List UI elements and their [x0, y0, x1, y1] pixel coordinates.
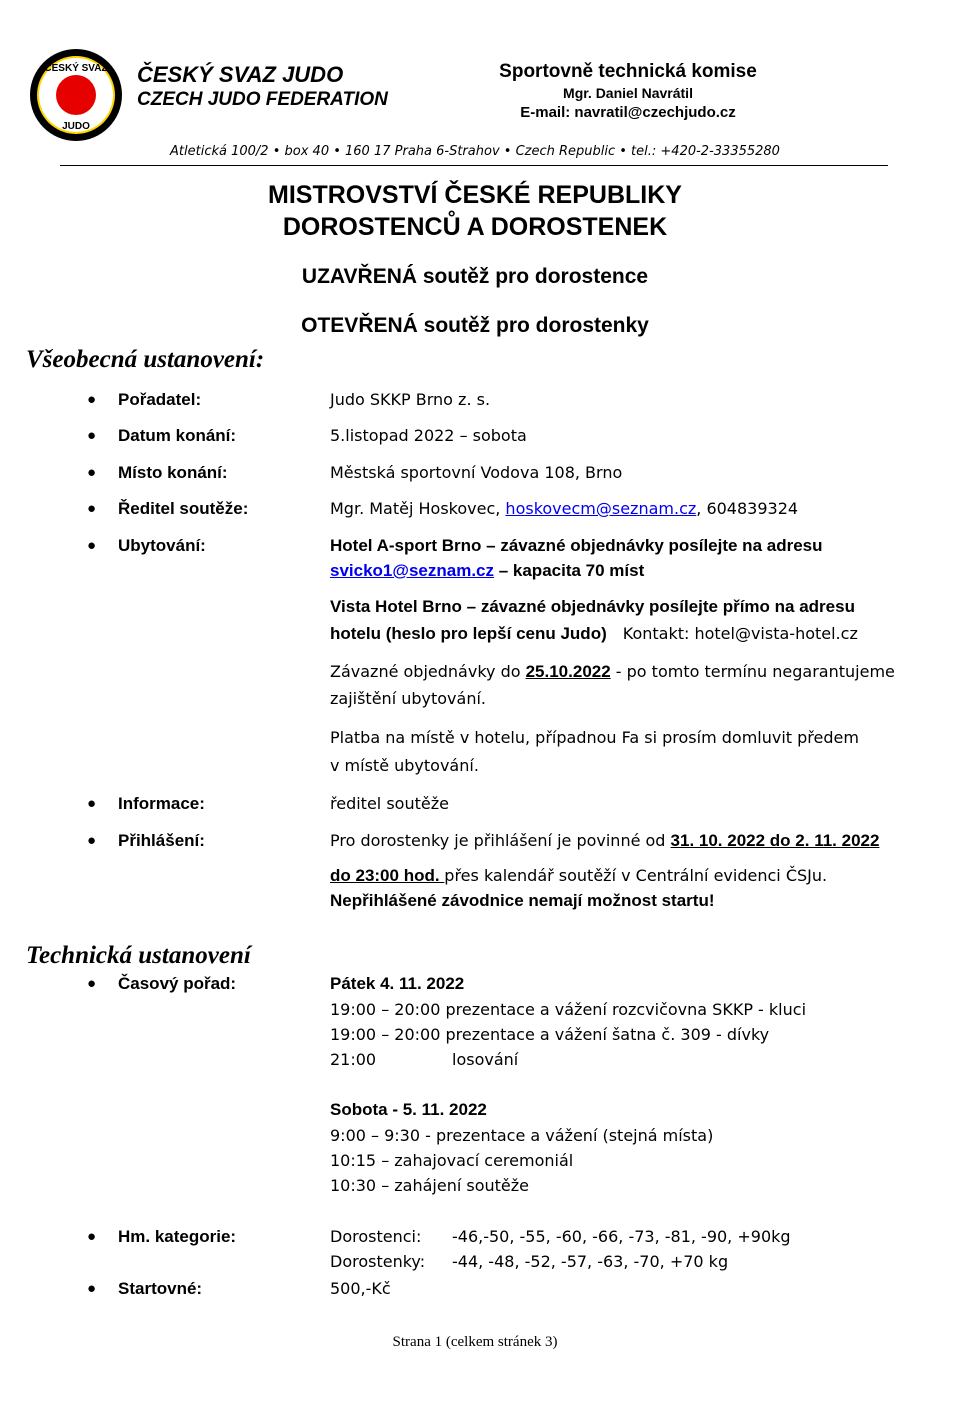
bullet: ● [87, 975, 97, 992]
registration-line1 [330, 831, 879, 851]
organizer-value: Judo SKKP Brno z. s. [330, 390, 491, 409]
date-label: Datum konání: [118, 426, 237, 445]
bullet: ● [87, 1280, 97, 1297]
weights-boys [330, 1227, 791, 1247]
hotel2-line2 [330, 624, 858, 644]
deadline-suffix: - po tomto termínu negarantujeme [610, 662, 895, 681]
bullet: ● [87, 1228, 97, 1245]
weights-girls [330, 1252, 728, 1272]
girls-values: -44, -48, -52, -57, -63, -70, +70 kg [452, 1252, 729, 1271]
director-email-link[interactable]: hoskovecm@seznam.cz [505, 499, 697, 518]
director-name: Mgr. Matěj Hoskovec, [330, 499, 506, 518]
deadline-date: 25.10.2022 [525, 662, 611, 681]
day2-item: 10:15 – zahajovací ceremoniál [330, 1151, 574, 1170]
subtitle-closed: UZAVŘENÁ soutěž pro dorostence [301, 265, 649, 288]
page-footer: Strana 1 (celkem stránek 3) [392, 1334, 558, 1350]
draw-time: 21:00 [330, 1050, 377, 1069]
bullet: ● [87, 464, 97, 481]
day1-title: Pátek 4. 11. 2022 [330, 974, 465, 993]
hotel1-capacity: – kapacita 70 míst [494, 561, 645, 580]
weights-label: Hm. kategorie: [118, 1227, 237, 1246]
section-technical-heading: Technická ustanovení [26, 942, 251, 969]
director-label: Ředitel soutěže: [118, 499, 249, 518]
organizer-label: Pořadatel: [118, 390, 202, 409]
registration-via: přes kalendář soutěží v Centrální evidenci ČSJu. [444, 866, 828, 885]
deadline-line2: zajištění ubytování. [330, 689, 486, 708]
registration-dates: 31. 10. 2022 do 2. 11. 2022 [670, 831, 880, 850]
info-value: ředitel soutěže [330, 794, 449, 813]
header-divider [60, 165, 888, 166]
director-value [330, 499, 798, 519]
day2-item: 10:30 – zahájení soutěže [330, 1176, 530, 1195]
day2-item: 9:00 – 9:30 - prezentace a vážení (stejná místa) [330, 1126, 714, 1145]
bullet: ● [87, 427, 97, 444]
fee-value: 500,-Kč [330, 1279, 391, 1298]
federation-name-cz: ČESKÝ SVAZ JUDO [137, 62, 344, 87]
commission-email: E-mail: navratil@czechjudo.cz [520, 104, 736, 121]
hotel2-password-note: hotelu (heslo pro lepší cenu Judo) [330, 624, 607, 643]
venue-label: Místo konání: [118, 463, 228, 482]
federation-name-en: CZECH JUDO FEDERATION [137, 89, 388, 110]
czech-judo-logo [28, 47, 124, 143]
hotel1-line1: Hotel A-sport Brno – závazné objednávky posílejte na adresu [330, 536, 823, 555]
day1-item: 19:00 – 20:00 prezentace a vážení šatna č. 309 - dívky [330, 1025, 770, 1044]
draw-label: losování [452, 1050, 519, 1069]
bullet: ● [87, 500, 97, 517]
bullet: ● [87, 537, 97, 554]
bullet: ● [87, 832, 97, 849]
payment-line2: v místě ubytování. [330, 756, 479, 775]
hotel2-contact: Kontakt: hotel@vista-hotel.cz [622, 624, 858, 643]
accommodation-label: Ubytování: [118, 536, 206, 555]
commission-person: Mgr. Daniel Navrátil [563, 85, 693, 101]
bullet: ● [87, 391, 97, 408]
registration-warning: Nepřihlášené závodnice nemají možnost startu! [330, 891, 715, 910]
date-value: 5.listopad 2022 – sobota [330, 426, 527, 445]
subtitle-open: OTEVŘENÁ soutěž pro dorostenky [301, 314, 649, 337]
deadline-prefix: Závazné objednávky do [330, 662, 526, 681]
hotel1-line2 [330, 561, 644, 581]
registration-line2 [330, 866, 827, 886]
bullet: ● [87, 795, 97, 812]
venue-value: Městská sportovní Vodova 108, Brno [330, 463, 623, 482]
boys-values: -46,-50, -55, -60, -66, -73, -81, -90, +90kg [452, 1227, 791, 1246]
schedule-label: Časový pořad: [118, 974, 237, 993]
registration-time: do 23:00 hod. [330, 866, 445, 885]
commission-name: Sportovně technická komise [499, 61, 757, 82]
boys-label: Dorostenci: [330, 1227, 422, 1246]
booking-deadline [330, 662, 895, 682]
title-line-1: MISTROVSTVÍ ČESKÉ REPUBLIKY [268, 181, 682, 209]
title-line-2: DOROSTENCŮ A DOROSTENEK [282, 213, 668, 241]
hotel2-line1: Vista Hotel Brno – závazné objednávky posílejte přímo na adresu [330, 597, 855, 616]
registration-prefix: Pro dorostenky je přihlášení je povinné od [330, 831, 671, 850]
logo-text-bottom: JUDO [62, 121, 90, 132]
payment-line1: Platba na místě v hotelu, případnou Fa si prosím domluvit předem [330, 728, 859, 747]
day1-draw [330, 1050, 518, 1070]
girls-label: Dorostenky: [330, 1252, 426, 1271]
hotel1-email-link[interactable]: svicko1@seznam.cz [330, 561, 494, 580]
director-phone: , 604839324 [696, 499, 799, 518]
day1-item: 19:00 – 20:00 prezentace a vážení rozcvičovna SKKP - kluci [330, 1000, 807, 1019]
registration-label: Přihlášení: [118, 831, 205, 850]
info-label: Informace: [118, 794, 205, 813]
section-general-heading: Všeobecná ustanovení: [26, 346, 265, 373]
federation-address: Atletická 100/2 • box 40 • 160 17 Praha 6-Strahov • Czech Republic • tel.: +420-2-33355280 [170, 144, 780, 159]
fee-label: Startovné: [118, 1279, 203, 1298]
day2-title: Sobota - 5. 11. 2022 [330, 1100, 487, 1119]
logo-text-top: ČESKÝ SVAZ [44, 63, 108, 74]
